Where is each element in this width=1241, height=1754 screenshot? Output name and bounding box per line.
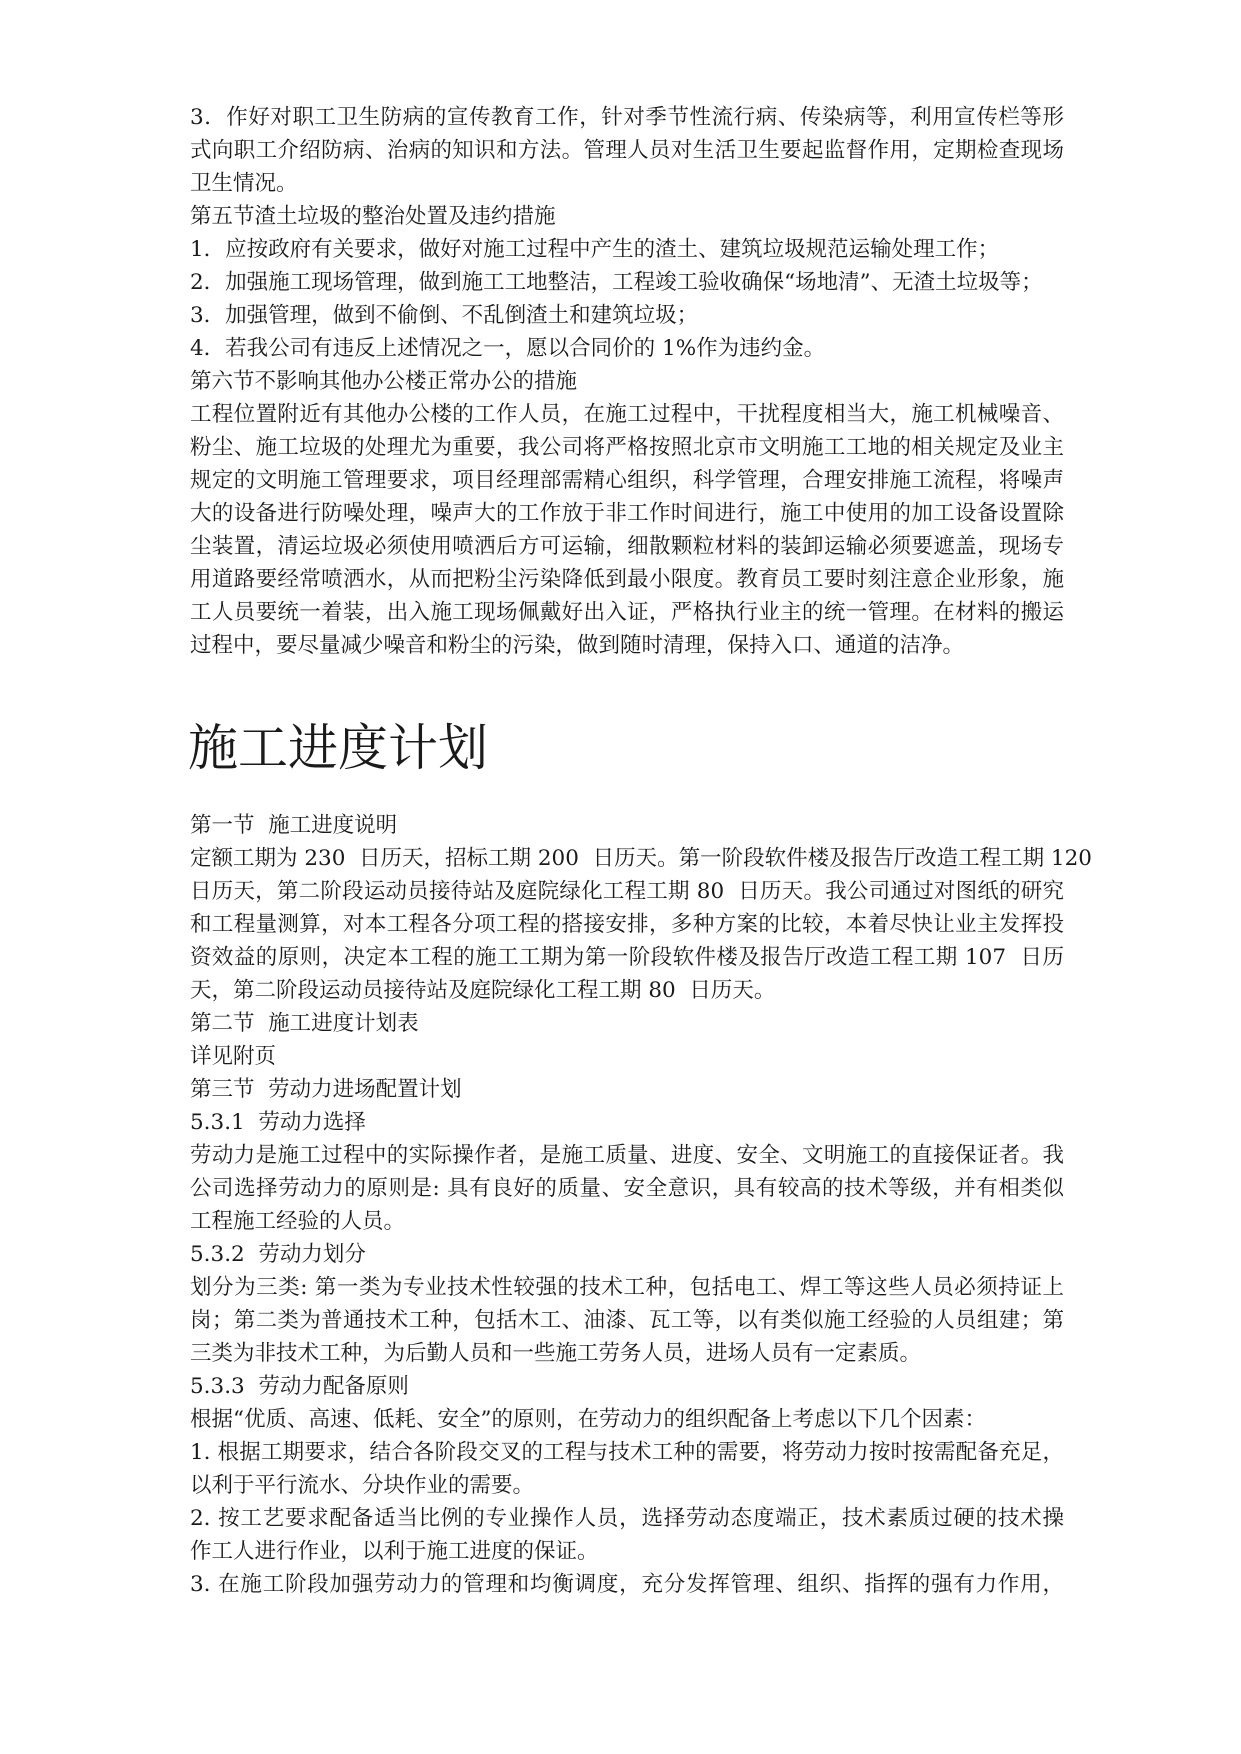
body-text-line: 用道路要经常喷洒水，从而把粉尘污染降低到最小限度。教育员工要时刻注意企业形象，施 xyxy=(190,567,1064,592)
body-text-line: 天，第二阶段运动员接待站及庭院绿化工程工期 80 日历天。 xyxy=(190,978,776,1003)
body-text-line: 工程位置附近有其他办公楼的工作人员，在施工过程中，干扰程度相当大，施工机械噪音、 xyxy=(190,402,1064,427)
body-text-line: 公司选择劳动力的原则是: 具有良好的质量、安全意识，具有较高的技术等级，并有相类似 xyxy=(190,1176,1064,1201)
text-block-top xyxy=(190,101,1064,662)
list-item-line: 3．加强管理，做到不偷倒、不乱倒渣土和建筑垃圾； xyxy=(190,303,699,328)
list-item-line: 2．加强施工现场管理，做到施工工地整洁，工程竣工验收确保“场地清”、无渣土垃圾等； xyxy=(190,270,1043,295)
body-text-line: 尘装置，清运垃圾必须使用喷洒后方可运输，细散颗粒材料的装卸运输必须要遮盖，现场专 xyxy=(190,534,1064,559)
body-text-line: 粉尘、施工垃圾的处理尤为重要，我公司将严格按照北京市文明施工工地的相关规定及业主 xyxy=(190,435,1064,460)
section-heading: 第二节 施工进度计划表 xyxy=(190,1011,419,1036)
body-text-line: 和工程量测算，对本工程各分项工程的搭接安排，多种方案的比较，本着尽快让业主发挥投 xyxy=(190,912,1064,937)
subsection-heading: 5.3.3 劳动力配备原则 xyxy=(190,1374,409,1399)
body-text-line: 卫生情况。 xyxy=(190,171,298,196)
body-text-line: 规定的文明施工管理要求，项目经理部需精心组织，科学管理，合理安排施工流程，将噪声 xyxy=(190,468,1064,493)
body-text-line: 定额工期为 230 日历天，招标工期 200 日历天。第一阶段软件楼及报告厅改造工程工期 120 xyxy=(190,846,1092,871)
list-item-line: 作工人进行作业，以利于施工进度的保证。 xyxy=(190,1539,599,1564)
body-text-line: 三类为非技术工种，为后勤人员和一些施工劳务人员，进场人员有一定素质。 xyxy=(190,1341,922,1366)
body-text-line: 过程中，要尽量减少噪音和粉尘的污染，做到随时清理，保持入口、通道的洁净。 xyxy=(190,633,965,658)
section-heading: 第一节 施工进度说明 xyxy=(190,813,398,838)
list-item-line: 以利于平行流水、分块作业的需要。 xyxy=(190,1473,535,1498)
body-text-line: 式向职工介绍防病、治病的知识和方法。管理人员对生活卫生要起监督作用，定期检查现场 xyxy=(190,138,1064,163)
list-item-line: 3. 在施工阶段加强劳动力的管理和均衡调度，充分发挥管理、组织、指挥的强有力作用， xyxy=(190,1572,1064,1597)
list-item-line: 1. 根据工期要求，结合各阶段交叉的工程与技术工种的需要，将劳动力按时按需配备充足， xyxy=(190,1440,1064,1465)
chapter-title: 施工进度计划 xyxy=(188,719,488,777)
body-text-line: 日历天，第二阶段运动员接待站及庭院绿化工程工期 80 日历天。我公司通过对图纸的研究 xyxy=(190,879,1064,904)
body-text-line: 劳动力是施工过程中的实际操作者，是施工质量、进度、安全、文明施工的直接保证者。我 xyxy=(190,1143,1064,1168)
body-text-line: 工程施工经验的人员。 xyxy=(190,1209,406,1234)
section-heading: 第六节不影响其他办公楼正常办公的措施 xyxy=(190,369,578,394)
text-block-bottom xyxy=(190,809,1092,1601)
body-text-line: 根据“优质、高速、低耗、安全”的原则，在劳动力的组织配备上考虑以下几个因素： xyxy=(190,1407,986,1432)
body-text-line: 资效益的原则，决定本工程的施工工期为第一阶段软件楼及报告厅改造工程工期 107 日历 xyxy=(190,945,1064,970)
body-text-line: 大的设备进行防噪处理，噪声大的工作放于非工作时间进行，施工中使用的加工设备设置除 xyxy=(190,501,1064,526)
body-text-line: 详见附页 xyxy=(190,1044,277,1069)
list-item-line: 1．应按政府有关要求，做好对施工过程中产生的渣土、建筑垃圾规范运输处理工作； xyxy=(190,237,1000,262)
body-text-line: 划分为三类: 第一类为专业技术性较强的技术工种，包括电工、焊工等这些人员必须持证上 xyxy=(190,1275,1064,1300)
section-heading: 第三节 劳动力进场配置计划 xyxy=(190,1077,462,1102)
body-text-line: 工人员要统一着装，出入施工现场佩戴好出入证，严格执行业主的统一管理。在材料的搬运 xyxy=(190,600,1064,625)
section-heading: 第五节渣土垃圾的整治处置及违约措施 xyxy=(190,204,556,229)
list-item-line: 2. 按工艺要求配备适当比例的专业操作人员，选择劳动态度端正，技术素质过硬的技术操 xyxy=(190,1506,1064,1531)
list-item-line: 4．若我公司有违反上述情况之一，愿以合同价的 1%作为违约金。 xyxy=(190,336,826,361)
subsection-heading: 5.3.2 劳动力划分 xyxy=(190,1242,366,1267)
body-text-line: 3．作好对职工卫生防病的宣传教育工作，针对季节性流行病、传染病等，利用宣传栏等形 xyxy=(190,105,1064,130)
body-text-line: 岗；第二类为普通技术工种，包括木工、油漆、瓦工等，以有类似施工经验的人员组建；第 xyxy=(190,1308,1064,1333)
subsection-heading: 5.3.1 劳动力选择 xyxy=(190,1110,366,1135)
